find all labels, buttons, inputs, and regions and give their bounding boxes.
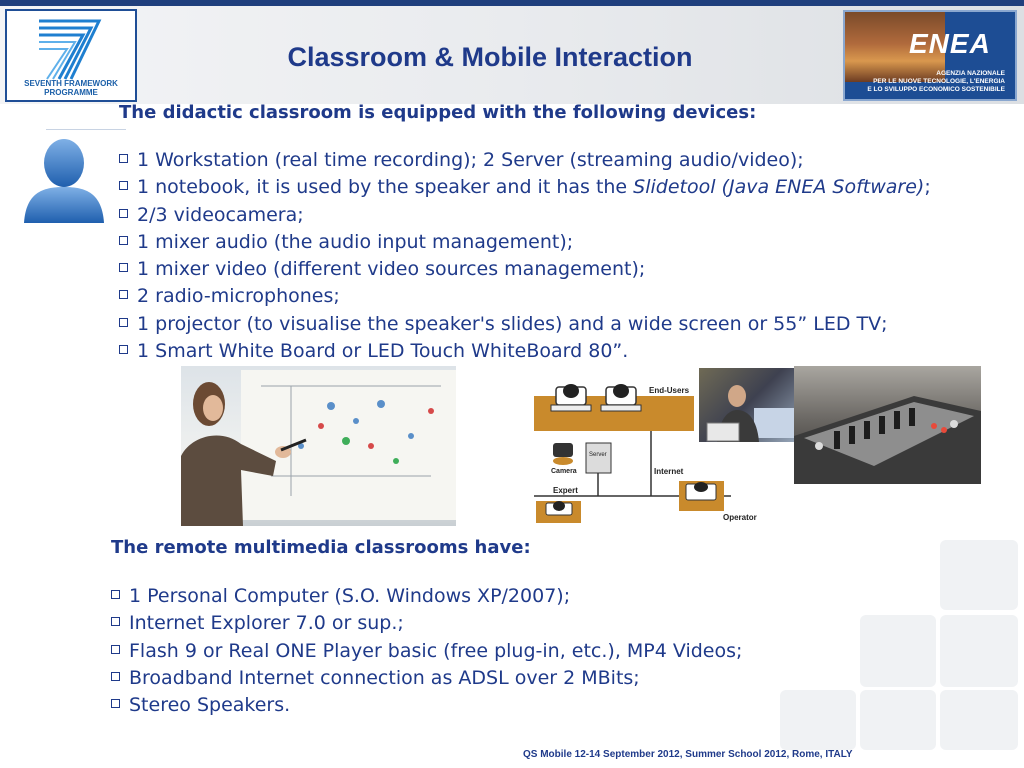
page-title: Classroom & Mobile Interaction (287, 42, 693, 72)
user-icon (22, 135, 106, 225)
enea-agency-line2: PER LE NUOVE TECNOLOGIE, L'ENERGIA (873, 78, 1005, 85)
list-item: 1 Smart White Board or LED Touch WhiteBoard 80”. (119, 338, 931, 365)
server-label: Server (589, 452, 607, 458)
list-item: 2 radio-microphones; (119, 283, 931, 310)
list-item: 1 mixer audio (the audio input management); (119, 229, 931, 256)
laptop-icon (551, 384, 591, 411)
bullet-icon (119, 209, 128, 218)
enea-logo (843, 10, 1017, 101)
devices-heading: The didactic classroom is equipped with the following devices: (119, 102, 757, 123)
footer-text: QS Mobile 12-14 September 2012, Summer School 2012, Rome, ITALY (523, 749, 853, 760)
mixer-scene (794, 366, 981, 484)
fp7-seven-icon (35, 15, 111, 83)
list-item: Flash 9 or Real ONE Player basic (free plug-in, etc.), MP4 Videos; (111, 638, 742, 665)
devices-list (119, 147, 931, 365)
bullet-icon (119, 154, 128, 163)
divider (46, 129, 126, 130)
bullet-icon (111, 617, 120, 626)
enea-agency-text (867, 70, 1005, 94)
expert-label: Expert (553, 486, 578, 495)
speaker-scene (699, 368, 794, 442)
fp7-caption-line1: SEVENTH FRAMEWORK (24, 79, 118, 88)
bullet-icon (119, 345, 128, 354)
camera-label: Camera (551, 468, 577, 475)
list-item: 1 Personal Computer (S.O. Windows XP/2007); (111, 583, 742, 610)
whiteboard-scene (181, 366, 456, 526)
bullet-icon (119, 236, 128, 245)
bullet-icon (119, 263, 128, 272)
server-icon (586, 443, 611, 473)
fp7-logo (5, 9, 137, 102)
end-users-label: End-Users (649, 386, 690, 395)
bullet-icon (119, 290, 128, 299)
mixer-photo (794, 366, 981, 484)
decorative-tile (940, 615, 1018, 687)
decorative-tile (860, 615, 936, 687)
slidetool-name: Slidetool (Java ENEA Software) (633, 176, 925, 199)
laptop-icon (601, 384, 641, 411)
list-item: Broadband Internet connection as ADSL over 2 MBits; (111, 665, 742, 692)
decorative-tile (860, 690, 936, 750)
expert-laptop-icon (536, 501, 581, 523)
bullet-icon (111, 645, 120, 654)
decorative-tile (940, 690, 1018, 750)
enea-agency-line3: E LO SVILUPPO ECONOMICO SOSTENIBILE (867, 86, 1005, 93)
enea-agency-line1: AGENZIA NAZIONALE (936, 70, 1005, 77)
decorative-tile (940, 540, 1018, 610)
list-item: 2/3 videocamera; (119, 202, 931, 229)
list-item: 1 mixer video (different video sources management); (119, 256, 931, 283)
enea-brand: ENEA (909, 28, 991, 59)
list-item: 1 notebook, it is used by the speaker and it has the Slidetool (Java ENEA Software); (119, 174, 931, 201)
fp7-caption-line2: PROGRAMME (44, 88, 98, 97)
whiteboard-photo (181, 366, 456, 526)
list-item: 1 projector (to visualise the speaker's slides) and a wide screen or 55” LED TV; (119, 311, 931, 338)
speaker-photo (699, 368, 794, 442)
operator-label: Operator (723, 513, 757, 522)
bullet-icon (119, 181, 128, 190)
list-item: 1 Workstation (real time recording); 2 Server (streaming audio/video); (119, 147, 931, 174)
remote-heading: The remote multimedia classrooms have: (111, 537, 531, 558)
bullet-icon (111, 699, 120, 708)
bullet-icon (119, 318, 128, 327)
remote-list (111, 583, 742, 719)
bullet-icon (111, 590, 120, 599)
decorative-tile (780, 690, 856, 750)
camera-icon (553, 443, 573, 465)
list-item: Internet Explorer 7.0 or sup.; (111, 610, 742, 637)
internet-label: Internet (654, 467, 684, 476)
list-item: Stereo Speakers. (111, 692, 742, 719)
operator-laptop-icon (679, 481, 724, 511)
bullet-icon (111, 672, 120, 681)
